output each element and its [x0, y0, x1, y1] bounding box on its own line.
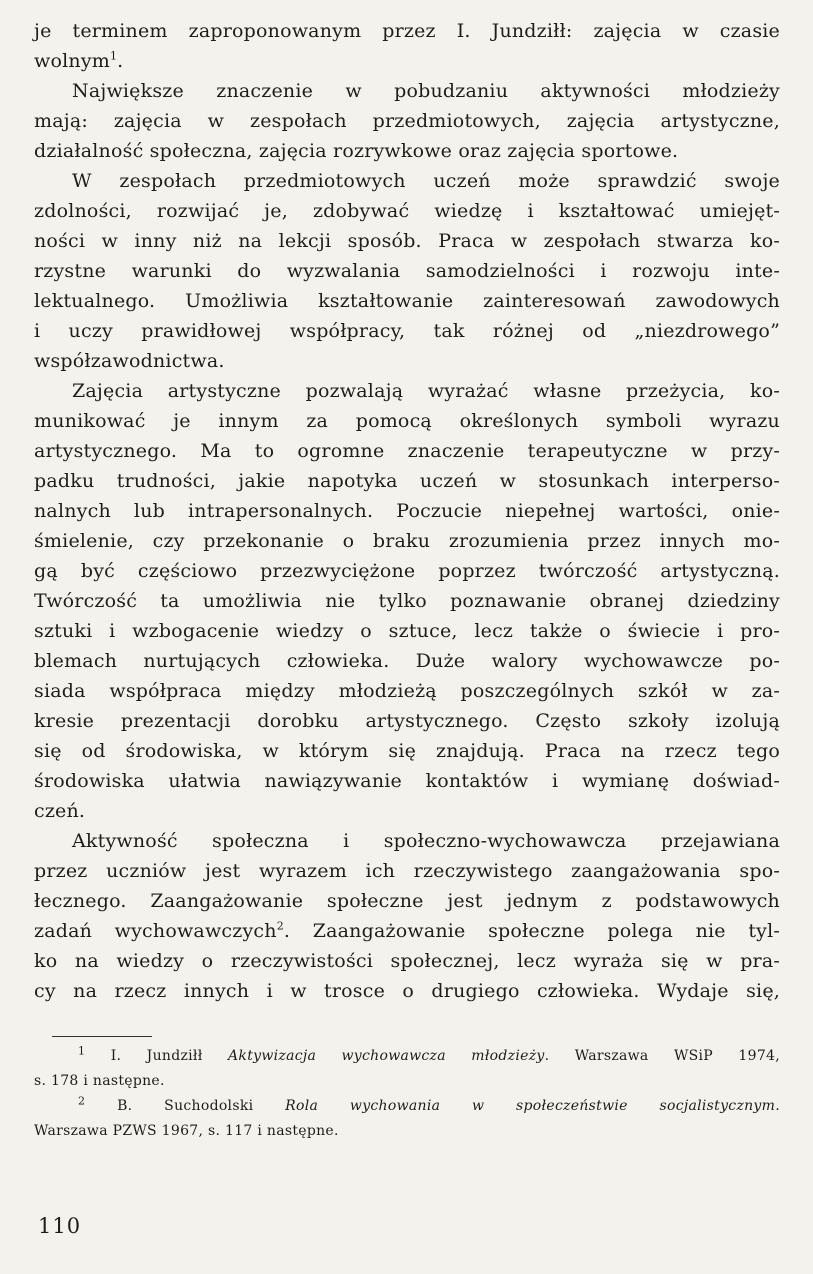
- page-number: 110: [38, 1214, 82, 1238]
- text-line: Zajęcia artystyczne pozwalają wyrażać własne przeżycia, ko-: [72, 380, 780, 402]
- text-line: wolnym$^1$.: [34, 49, 124, 72]
- paragraph-2: [34, 76, 780, 166]
- text-line: i uczy prawidłowej współpracy, tak różnej od „niezdrowego”: [34, 320, 780, 342]
- footnote-line: s. 178 i następne.: [34, 1073, 165, 1089]
- footnote-2: [34, 1094, 780, 1144]
- footnote-line: Warszawa PZWS 1967, s. 117 i następne.: [34, 1123, 339, 1139]
- paragraph-1: [34, 16, 780, 76]
- text-line: munikować je innym za pomocą określonych symboli wyrazu: [34, 410, 780, 432]
- text-line: działalność społeczna, zajęcia rozrywkowe oraz zajęcia sportowe.: [34, 140, 679, 162]
- text-line: mają: zajęcia w zespołach przedmiotowych, zajęcia artystyczne,: [34, 110, 780, 132]
- body-text: [34, 16, 780, 1006]
- text-line: je terminem zaproponowanym przez I. Jundziłł: zajęcia w czasie: [34, 20, 780, 42]
- footnote-1: [34, 1044, 780, 1094]
- footnote-divider: [52, 1036, 152, 1037]
- text-line: blemach nurtujących człowieka. Duże walory wychowawcze po-: [34, 650, 780, 672]
- footnote-ref-2: 2: [276, 919, 284, 933]
- text-line: śmielenie, czy przekonanie o braku zrozumienia przez innych mo-: [34, 530, 780, 552]
- text-line: gą być częściowo przezwyciężone poprzez twórczość artystyczną.: [34, 560, 780, 582]
- text-line: łecznego. Zaangażowanie społeczne jest jednym z podstawowych: [34, 890, 780, 912]
- text-line: środowiska ułatwia nawiązywanie kontaktów i wymianę doświad-: [34, 770, 780, 792]
- footnote-ref-1: 1: [109, 49, 118, 63]
- text-line: sztuki i wzbogacenie wiedzy o sztuce, lecz także o świecie i pro-: [34, 620, 780, 642]
- text-line: czeń.: [34, 800, 86, 822]
- text-line: zadań wychowawczych$^2$. Zaangażowanie społeczne polega nie tyl-: [34, 919, 780, 942]
- text-line: współzawodnictwa.: [34, 350, 225, 372]
- text-line: artystycznego. Ma to ogromne znaczenie terapeutyczne w przy-: [34, 440, 780, 462]
- paragraph-5: [34, 826, 780, 1006]
- text-line: Twórczość ta umożliwia nie tylko poznawanie obranej dziedziny: [34, 590, 780, 612]
- text-line: W zespołach przedmiotowych uczeń może sprawdzić swoje: [72, 170, 780, 192]
- text-line: kresie prezentacji dorobku artystycznego. Często szkoły izolują: [34, 710, 780, 732]
- footnote-line: $^1$ I. Jundziłł Aktywizacja wychowawcza młodzieży. Warszawa WSiP 1974,: [78, 1044, 780, 1064]
- footnotes: [34, 1044, 780, 1144]
- text-line: zdolności, rozwijać je, zdobywać wiedzę i kształtować umiejęt-: [34, 200, 780, 222]
- text-line: cy na rzecz innych i w trosce o drugiego człowieka. Wydaje się,: [34, 980, 780, 1002]
- footnote-title: Aktywizacja wychowawcza młodzieży: [228, 1048, 545, 1064]
- text-line: Największe znaczenie w pobudzaniu aktywności młodzieży: [72, 80, 780, 102]
- text-line: siada współpraca między młodzieżą poszczególnych szkół w za-: [34, 680, 780, 702]
- text-line: ności w inny niż na lekcji sposób. Praca w zespołach stwarza ko-: [34, 230, 780, 252]
- text-line: rzystne warunki do wyzwalania samodzielności i rozwoju inte-: [34, 260, 780, 282]
- text-line: lektualnego. Umożliwia kształtowanie zainteresowań zawodowych: [34, 290, 780, 312]
- paragraph-4: [34, 376, 780, 826]
- footnote-title: Rola wychowania w społeczeństwie socjalistycznym: [285, 1098, 776, 1114]
- text-line: się od środowiska, w którym się znajdują. Praca na rzecz tego: [34, 740, 780, 762]
- text-line: padku trudności, jakie napotyka uczeń w stosunkach interperso-: [34, 470, 780, 492]
- text-line: nalnych lub intrapersonalnych. Poczucie niepełnej wartości, onie-: [34, 500, 780, 522]
- text-line: Aktywność społeczna i społeczno-wychowawcza przejawiana: [72, 830, 780, 852]
- footnote-line: $^2$ B. Suchodolski Rola wychowania w społeczeństwie socjalistycznym.: [78, 1094, 780, 1114]
- text-line: przez uczniów jest wyrazem ich rzeczywistego zaangażowania spo-: [34, 860, 780, 882]
- text-line: ko na wiedzy o rzeczywistości społecznej, lecz wyraża się w pra-: [34, 950, 780, 972]
- paragraph-3: [34, 166, 780, 376]
